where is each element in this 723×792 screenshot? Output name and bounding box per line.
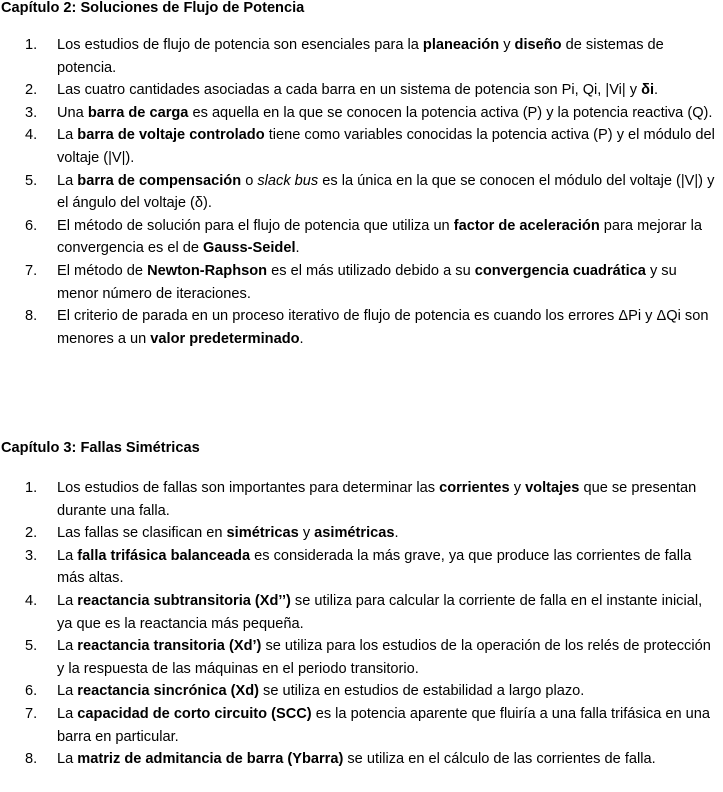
bold-term: asimétricas: [314, 525, 395, 542]
list-item-text: .: [394, 525, 399, 542]
list-item: [0, 522, 723, 545]
list-item-text: Una: [57, 104, 88, 121]
list-item-number: 1.: [25, 37, 38, 53]
bold-term: reactancia transitoria (Xd’): [77, 638, 262, 655]
list-item-text: La: [57, 547, 78, 564]
list-item: [0, 215, 723, 260]
list-item: [0, 305, 723, 350]
section-heading-chapter-3: Capítulo 3: Fallas Simétricas: [1, 440, 200, 456]
list-item-number: 5.: [25, 172, 38, 189]
chapter-3-list: [0, 477, 723, 771]
bold-term: voltajes: [525, 480, 580, 496]
bold-term: barra de voltaje controlado: [77, 127, 265, 144]
list-item-text: La: [57, 683, 78, 700]
bold-term: δi: [641, 82, 655, 99]
list-item-number: 5.: [25, 638, 38, 655]
bold-term: reactancia subtransitoria (Xd’’): [77, 592, 291, 609]
list-item: [0, 102, 723, 125]
list-item-text: Los estudios de fallas son importantes para determinar las: [57, 480, 440, 496]
italic-term: slack bus: [257, 172, 319, 189]
bold-term: Gauss-Seidel: [203, 240, 296, 257]
list-item-text: y: [509, 480, 526, 496]
list-item-number: 7.: [25, 705, 38, 722]
bold-term: reactancia sincrónica (Xd): [77, 683, 259, 700]
list-item-number: 6.: [25, 683, 38, 700]
bold-term: matriz de admitancia de barra (Ybarra): [77, 751, 344, 768]
chapter-2-list: [0, 34, 723, 350]
list-item: [0, 34, 723, 79]
bold-term: Newton-Raphson: [147, 262, 268, 279]
bold-term: capacidad de corto circuito (SCC): [77, 705, 312, 722]
list-item: [0, 124, 723, 169]
bold-term: convergencia cuadrática: [474, 262, 646, 279]
list-item-number: 4.: [25, 592, 38, 609]
list-item-number: 2.: [25, 525, 38, 542]
list-item-number: 6.: [25, 217, 38, 234]
list-item: [0, 170, 723, 215]
list-item-text: tiene como variables conocidas la potencia activa (P) y el módulo del voltaje (|V|).: [57, 127, 715, 166]
list-item: [0, 748, 723, 771]
list-item-text: .: [654, 82, 659, 99]
list-item-text: Las fallas se clasifican en: [57, 525, 227, 542]
list-item-text: es la potencia aparente que fluiría a una falla trifásica en una barra en particular.: [57, 705, 711, 745]
bold-term: planeación: [422, 37, 500, 53]
list-item-text: y su menor número de iteraciones.: [57, 262, 677, 302]
list-item-text: La: [57, 127, 78, 144]
list-item: [0, 79, 723, 102]
list-item: [0, 590, 723, 635]
list-item-text: se utiliza para calcular la corriente de falla en el instante inicial, ya que es la reactancia más pequeña.: [57, 592, 703, 632]
list-item-text: La: [57, 172, 78, 189]
bold-term: factor de aceleración: [453, 217, 600, 234]
list-item-text: o: [241, 172, 258, 189]
list-item-text: La: [57, 705, 78, 722]
list-item-text: es aquella en la que se conocen la potencia activa (P) y la potencia reactiva (Q).: [188, 104, 713, 121]
bold-term: falla trifásica balanceada: [77, 547, 251, 564]
bold-term: corrientes: [439, 480, 510, 496]
list-item-text: La: [57, 638, 78, 655]
list-item: [0, 545, 723, 590]
list-item-text: El método de: [57, 262, 148, 279]
list-item: [0, 703, 723, 748]
list-item-text: La: [57, 592, 78, 609]
list-item-number: 2.: [25, 82, 38, 99]
list-item-text: Los estudios de flujo de potencia son esenciales para la: [57, 37, 423, 53]
list-item-number: 8.: [25, 308, 38, 325]
list-item-text: de sistemas de potencia.: [57, 37, 664, 76]
list-item-text: El criterio de parada en un proceso iterativo de flujo de potencia es cuando los errores ΔPi y ΔQi son menores a un: [57, 308, 709, 347]
list-item-number: 3.: [25, 104, 38, 121]
list-item: [0, 260, 723, 305]
list-item-text: La: [57, 751, 78, 768]
list-item-text: es considerada la más grave, ya que produce las corrientes de falla más altas.: [57, 547, 692, 587]
list-item-text: se utiliza en estudios de estabilidad a largo plazo.: [258, 683, 585, 700]
list-item-number: 4.: [25, 127, 38, 144]
list-item-text: es la única en la que se conocen el módulo del voltaje (|V|) y el ángulo del voltaje (δ).: [57, 172, 715, 212]
list-item-text: El método de solución para el flujo de potencia que utiliza un: [57, 217, 454, 234]
bold-term: barra de compensación: [77, 172, 242, 189]
list-item-text: .: [295, 240, 300, 257]
list-item-text: y: [298, 525, 315, 542]
list-item-number: 1.: [25, 480, 38, 496]
bold-term: simétricas: [226, 525, 299, 542]
list-item-text: es el más utilizado debido a su: [267, 262, 475, 279]
list-item-text: se utiliza en el cálculo de las corrientes de falla.: [343, 751, 656, 768]
list-item-text: Las cuatro cantidades asociadas a cada barra en un sistema de potencia son Pi, Qi, |Vi| y: [57, 82, 642, 99]
list-item-text: para mejorar la convergencia es el de: [57, 217, 702, 257]
list-item-text: se utiliza para los estudios de la operación de los relés de protección y la respuesta de las máquinas en el periodo transitorio.: [57, 638, 711, 677]
bold-term: diseño: [514, 37, 562, 53]
list-item: [0, 635, 723, 680]
bold-term: valor predeterminado: [150, 330, 300, 347]
list-item: [0, 680, 723, 703]
section-heading-chapter-2: Capítulo 2: Soluciones de Flujo de Potencia: [1, 0, 305, 16]
bold-term: barra de carga: [87, 104, 189, 121]
list-item-text: y: [499, 37, 515, 53]
list-item-text: .: [299, 330, 304, 347]
list-item-number: 3.: [25, 547, 38, 564]
list-item-number: 8.: [25, 751, 38, 768]
list-item: [0, 477, 723, 522]
list-item-number: 7.: [25, 262, 38, 279]
list-item-text: que se presentan durante una falla.: [57, 480, 697, 519]
